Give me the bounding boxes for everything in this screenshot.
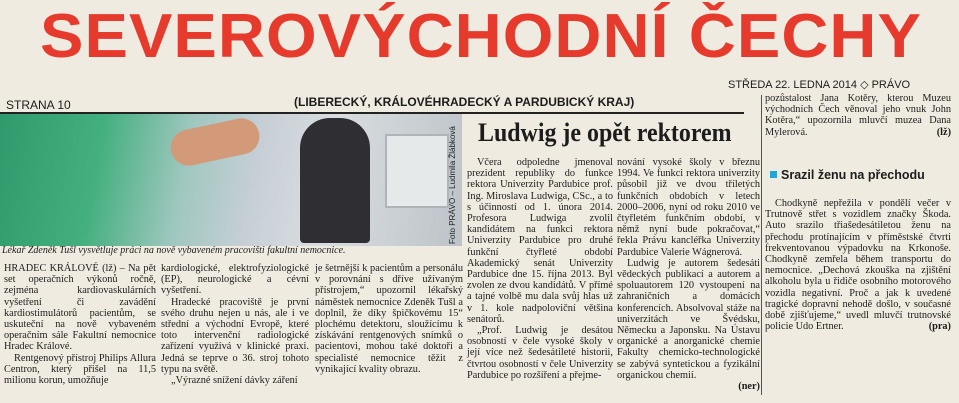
article3-text <box>765 93 951 138</box>
photo-credit: Foto PRÁVO – Ludmila Žlábková <box>448 126 457 244</box>
article2-headline: Ludwig je opět rektorem <box>478 118 732 147</box>
article1-column2 <box>161 263 309 386</box>
page-number: STRANA 10 <box>6 98 71 112</box>
article4-signature: (pra) <box>928 321 951 333</box>
article3-signature: (lž) <box>936 126 951 138</box>
photo-caption: Lékař Zdeněk Tušl vysvětluje práci na nově vybaveném pracovišti fakultní nemocnice. <box>2 245 346 256</box>
photo-person <box>300 118 370 243</box>
article1-column1 <box>4 263 156 386</box>
dateline: STŘEDA 22. LEDNA 2014 ◇ PRÁVO <box>728 79 911 91</box>
bullet-square-icon <box>770 171 777 178</box>
article1-column3 <box>315 263 463 375</box>
article4-headline: Srazil ženu na přechodu <box>770 168 925 182</box>
article2-paragraph: „Prof. Ludwig je desátou osobností v čele vysoké školy v její více než šedesátileté historii, čtvrtou osobností v čele Univerzity Pardubice po rozšíření a přejme- <box>467 325 613 381</box>
article1-paragraph: HRADEC KRÁLOVÉ (lž) – Na pět set operačních výkonů ročně, zejména kardiovaskulárních vyšetření či zavádění kardiostimulátorů pacientům, se uskuteční na nově vybaveném operačním sále Fakultní nemocnice Hradec Králové. <box>4 263 156 353</box>
masthead-title: SEVEROVÝCHODNÍ ČECHY <box>40 2 922 71</box>
article2-paragraph: nování vysoké školy v březnu 1994. Ve funkci rektora univerzity působil již ve dvou tříletých funkčních obdobích v letech 2000–2006, nyní od roku 2010 ve čtyřletém funkčním období, v němž nyní bude pokračovat,“ řekla Právu kancléřka Univerzity Pardubice Valerie Wágnerová. <box>617 157 760 258</box>
photo-hand <box>167 115 263 169</box>
article2-paragraph: Ludwig je autorem šedesáti vědeckých publikací a autorem a spoluautorem 120 vystoupení na zahraničních a domácích konferencích. Absolvoval stáže na univerzitách ve Švédsku, Německu a Japonsku. Na Ústavu organické a anorganické chemie Fakulty chemicko-technologické se zabývá syntetickou a fyzikální organickou chemií. <box>617 257 760 381</box>
article4-text <box>765 198 951 332</box>
article2-column2 <box>617 157 760 392</box>
article1-paragraph: „Výrazné snížení dávky záření <box>171 375 298 387</box>
article2-paragraph: Včera odpoledne jmenoval prezident republiky do funkce rektora Univerzity Pardubice prof. Ing. Miroslava Ludwiga, CSc., a to s účinností od 1. února 2014. Profesora Ludwiga zvolil kandidátem na funkci rektora Univerzity Pardubice pro druhé funkční čtyřleté období Akademický senát Univerzity Pardubice dne 15. října 2013. Byl zvolen ze dvou kandidátů. V přímé a tajné volbě mu dala svůj hlas už v 1. kole nadpoloviční většina senátorů. <box>467 157 613 325</box>
article2-signature: (ner) <box>738 381 760 393</box>
article2-column1 <box>467 157 613 381</box>
article1-paragraph: je šetrnější k pacientům a personálu v porovnání s dříve užívaným přístrojem,“ upozornil lékařský náměstek nemocnice Zdeněk Tušl a doplnil, že díky špičkovému 15“ plochému detektoru, sloužícímu k získávání rentgenových snímků o pacientovi, mohou také doktoři a specialisté nemocnice těžit z vynikající kvality obrazu. <box>315 263 463 375</box>
article4-paragraph: Chodkyně nepřežila v pondělí večer v Trutnově střet s vozidlem značky Škoda. Auto srazilo třiašedesátiletou ženu na přechodu protínajícím v příměstské čtvrti frekventovanou výpadovku na Krkonoše. Chodkyně zemřela během transportu do nemocnice. „Dechová zkouška na zjištění alkoholu byla u řidiče osobního motorového vozidla negativní. Proč a jak k uvedené tragické dopravní nehodě došlo, v současné době zjišťujeme,“ uvedl mluvčí trutnovské policie Udo Ertner. <box>765 198 951 333</box>
article1-paragraph: kardiologické, elektrofyziologické (EP), neurologické a cévní vyšetření. <box>161 263 309 297</box>
region-subtitle: (LIBERECKÝ, KRÁLOVÉHRADECKÝ A PARDUBICKÝ KRAJ) <box>294 95 635 109</box>
article-photo <box>0 114 462 246</box>
photo-monitor <box>385 134 449 208</box>
column-divider <box>761 95 762 395</box>
article1-paragraph: Hradecké pracoviště je první svého druhu nejen u nás, ale i ve střední a východní Evropě, které toto intervenční radiologické zařízení využívá v klinické praxi. Jedná se teprve o 36. stroj tohoto typu na světě. <box>161 296 309 375</box>
article3-paragraph: pozůstalost Jana Kotěry, kterou Muzeu východních Čech věnoval jeho vnuk John Kotěra,“ upozornila mluvčí muzea Dana Mylerová. <box>765 93 951 138</box>
article1-paragraph: Rentgenový přístroj Philips Allura Centron, který přišel na 11,5 milionu korun, umožňuje <box>4 352 156 387</box>
